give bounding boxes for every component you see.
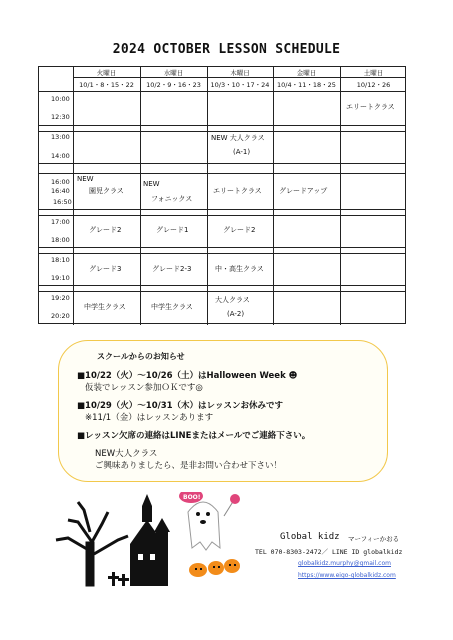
notice-line: 仮装でレッスン参加ＯＫです◎ [85,383,203,393]
grid-line [39,91,405,92]
dates-tue: 10/1・8・15・22 [79,81,134,89]
class-new-adult: NEW 大人クラス [211,134,265,142]
time-label: 18:00 [51,236,70,244]
grid-line [39,163,405,164]
day-tue: 火曜日 [96,69,117,77]
grid-line [73,67,74,325]
time-label: 16:00 [51,178,70,186]
grid-line [39,285,405,286]
dates-thu: 10/3・10・17・24 [210,81,270,89]
spooky-tree-icon [56,502,128,586]
time-label: 19:20 [51,294,70,302]
grid-line [39,247,405,248]
time-label: 17:00 [51,218,70,226]
time-label: 16:40 [51,187,70,195]
halloween-illustration [48,492,248,588]
notice-title: スクールからのお知らせ [97,352,185,361]
time-label: 13:00 [51,133,70,141]
time-label: 10:00 [51,95,70,103]
time-label: 16:50 [53,198,72,206]
grid-line [39,131,405,132]
grid-line [207,67,208,325]
class-grade-up: グレードアップ [279,187,328,195]
page-title: 2024 OCTOBER LESSON SCHEDULE [112,42,341,57]
website-link[interactable]: https://www.eigo-globalkidz.com [298,572,396,579]
grid-line [39,291,405,292]
notice-line: ■レッスン欠席の連絡はLINEまたはメールでご連絡下さい。 [77,431,311,441]
grid-line [39,173,405,174]
class-elite-thu: エリートクラス [213,187,262,195]
class-grade3-tue: グレード3 [89,265,122,273]
grid-line [140,67,141,325]
class-new-adult-code: (A-1) [233,148,251,156]
class-jh-tue: 中学生クラス [84,303,126,311]
grid-line [39,215,405,216]
time-label: 20:20 [51,312,70,320]
dates-fri: 10/4・11・18・25 [277,81,336,89]
grid-line [340,67,341,325]
notice-line: ■10/22（火）～10/26（土）はHalloween Week ☻ [77,371,298,381]
class-adult: 大人クラス [215,296,250,304]
class-grade2-tue: グレード2 [89,226,122,234]
class-grade1-wed: グレード1 [156,226,189,234]
class-grade23-wed: グレード2-3 [152,265,192,273]
class-kids: 園児クラス [89,187,124,195]
time-label: 18:10 [51,256,70,264]
time-label: 12:30 [51,113,70,121]
class-grade2-thu: グレード2 [223,226,256,234]
gravestone-icon [108,572,129,586]
haunted-house-icon [130,494,170,586]
class-new-badge: NEW [77,175,94,183]
class-jh-wed: 中学生クラス [151,303,193,311]
class-elite-sat: エリートクラス [346,103,395,111]
notice-line: ■10/29（火）～10/31（木）はレッスンお休みです [77,401,283,411]
notice-line: NEW大人クラス [95,449,158,459]
notice-box [58,340,388,482]
grid-line [273,67,274,325]
day-thu: 木曜日 [230,69,250,77]
teacher-name: マーフィーかおる [348,535,400,543]
email-link[interactable]: globalkidz.murphy@gmail.com [298,560,391,567]
notice-line: ※11/1（金）はレッスンあります [85,413,214,423]
day-wed: 水曜日 [163,69,184,77]
grid-line [39,125,405,126]
boo-text: BOO! [183,494,201,501]
lollipop-icon [224,494,240,516]
ghost-icon [188,502,220,550]
time-label: 19:10 [51,274,70,282]
class-phonics: フォニックス [151,195,193,203]
boo-speech-bubble [179,492,203,503]
schedule-table [38,66,406,324]
contact-line: TEL 070-8303-2472／ LINE ID globalkidz [255,548,403,556]
grid-line [73,77,405,78]
class-adult-code: (A-2) [227,310,245,318]
grid-line [39,209,405,210]
notice-line: ご興味ありましたら、是非お問い合わせ下さい！ [95,461,283,471]
class-jh-hs-thu: 中・高生クラス [215,265,264,273]
day-sat: 土曜日 [363,69,384,77]
school-name: Global kidz [280,532,340,542]
dates-wed: 10/2・9・16・23 [146,81,201,89]
dates-sat: 10/12・26 [356,81,391,89]
class-new-badge: NEW [143,180,160,188]
day-fri: 金曜日 [296,69,317,77]
grid-line [39,253,405,254]
time-label: 14:00 [51,152,70,160]
